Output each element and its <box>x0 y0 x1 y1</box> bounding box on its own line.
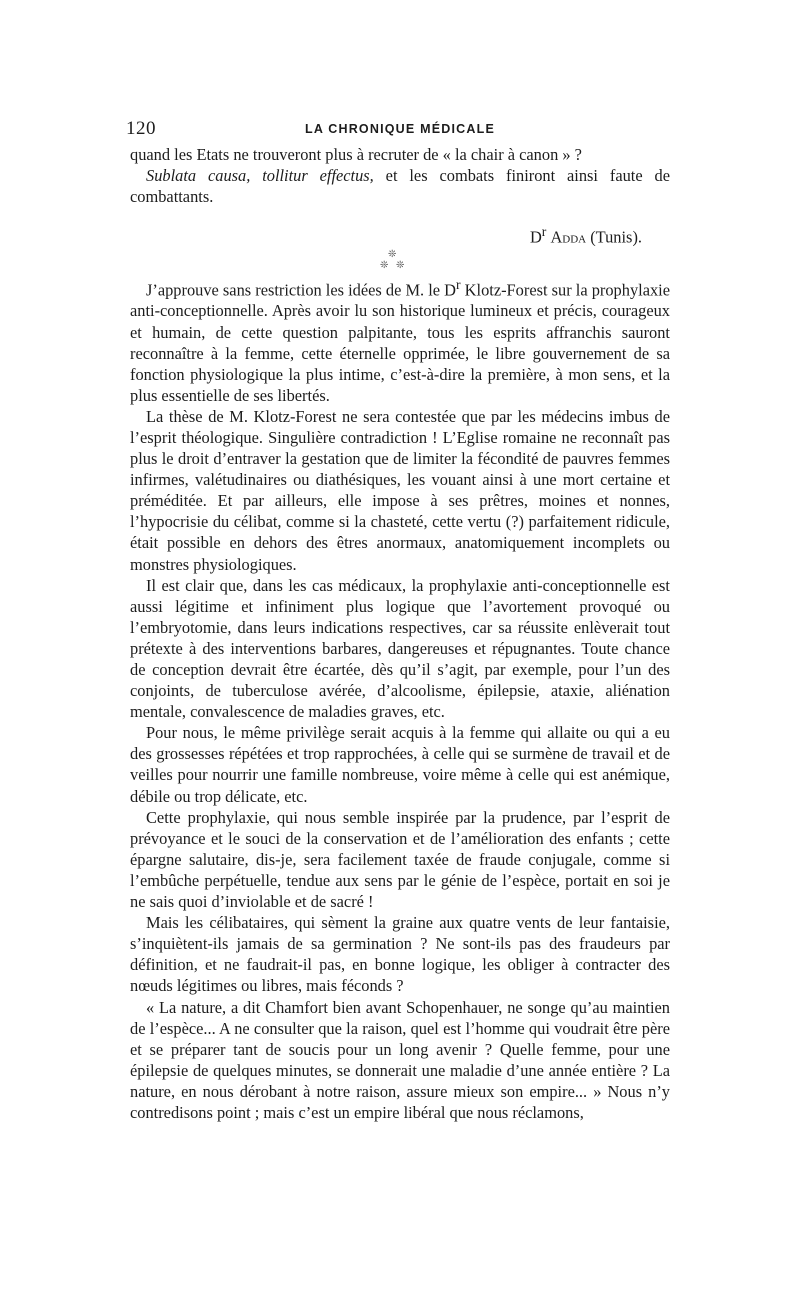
paragraph-text: et les combats finiront ainsi faute de combattants. <box>130 166 670 207</box>
paragraph-text: Klotz-Forest sur la prophylaxie anti-conceptionnelle. Après avoir lu son historique lumineux et précis, courageux et humain, de cette question palpitante, tous les esprits affranchis sauront reconnaître à la femme, cette éternelle opprimée, le libre gouvernement de sa fonction physiologique la plus intime, c’est-à-dire la première, à mon sens, et la plus essentielle de ses libertés. <box>130 280 670 405</box>
asterism-star-icon: ❊ <box>388 248 397 260</box>
paragraph: « La nature, a dit Chamfort bien avant Schopenhauer, ne songe qu’au maintien de l’espèce... A ne consulter que la raison, quel est l’homme qui voudrait être père et se préparer tant de soucis pour un long avenir ? Quelle femme, pour une épilepsie de quelques minutes, se donnerait une maladie d’une année entière ? La nature, en nous dérobant à notre raison, assure mieux son empire... » Nous n’y contredisons point ; mais c’est un empire libéral que nous réclamons, <box>130 997 670 1122</box>
superscript: r <box>456 276 461 292</box>
signature-name: Adda <box>550 227 587 247</box>
signature-title: D <box>529 227 542 247</box>
paragraph: Mais les célibataires, qui sèment la graine aux quatre vents de leur fantaisie, s’inquiètent-ils jamais de sa germination ? Ne sont-ils pas des fraudeurs par définition, et ne faudrait-il pas, en bonne logique, les obliger à contracter des nœuds légitimes ou libres, mais féconds ? <box>130 913 670 996</box>
paragraph <box>130 165 670 207</box>
paragraph: Pour nous, le même privilège serait acquis à la femme qui allaite ou qui a eu des grossesses répétées et trop rapprochées, à celle qui se surmène de travail et de veilles pour nourrir une famille nombreuse, voire même à celle qui est anémique, débile ou trop délicate, etc. <box>130 723 670 806</box>
paragraph: quand les Etats ne trouveront plus à recruter de « la chair à canon » ? <box>130 145 582 164</box>
signature-title-superscript: r <box>541 224 547 240</box>
body-text <box>130 144 670 1123</box>
page-number: 120 <box>126 118 156 139</box>
paragraph <box>130 274 670 406</box>
paragraph: La thèse de M. Klotz-Forest ne sera contestée que par les médecins imbus de l’esprit théologique. Singulière contradiction ! L’Eglise romaine ne reconnaît pas plus le droit d’entraver la gestation que de limiter la fécondité de pauvres femmes infirmes, valétudinaires ou diathésiques, les vouant ainsi à une mort certaine et préméditée. Et par ailleurs, elle impose à ses prêtres, moines et nonnes, l’hypocrisie du célibat, comme si la chasteté, cette vertu (?) parfaitement ridicule, était possible en dehors des êtres anormaux, anatomiquement incomplets ou monstres physiologiques. <box>130 406 670 574</box>
paragraph: Il est clair que, dans les cas médicaux, la prophylaxie anti-conceptionnelle est aussi légitime et infiniment plus logique que l’avortement provoqué ou l’embryotomie, dans leurs indications respectives, car sa réussite enlèverait tout prétexte à des interventions barbares, dangereuses et répugnantes. Toute chance de conception devrait être écartée, dès qu’il s’agit, par exemple, pour l’un des conjoints, de tuberculose avérée, d’alcoolisme, épilepsie, ataxie, aliénation mentale, convalescence de maladies graves, etc. <box>130 575 670 722</box>
paragraph: Cette prophylaxie, qui nous semble inspirée par la prudence, par l’esprit de prévoyance et le souci de la conservation et de l’amélioration des enfants ; cette épargne salutaire, dis-je, sera facilement taxée de fraude conjugale, comme si l’embûche perpétuelle, tendue aux sens par le génie de l’espèce, portait en soi je ne sais quoi d’inviolable et de sacré ! <box>130 807 670 912</box>
signature <box>130 221 670 248</box>
section-separator <box>130 250 670 274</box>
document-page <box>126 118 670 1123</box>
signature-place: (Tunis). <box>586 227 642 247</box>
latin-phrase: Sublata causa, tollitur effectus, <box>146 166 374 186</box>
paragraph-text: J’approuve sans restriction les idées de M. le D <box>146 280 457 300</box>
asterism-star-icon: ❊ <box>396 259 405 271</box>
asterism-star-icon: ❊ <box>380 259 389 271</box>
running-title: LA CHRONIQUE MÉDICALE <box>304 122 495 136</box>
page-header <box>126 118 670 144</box>
